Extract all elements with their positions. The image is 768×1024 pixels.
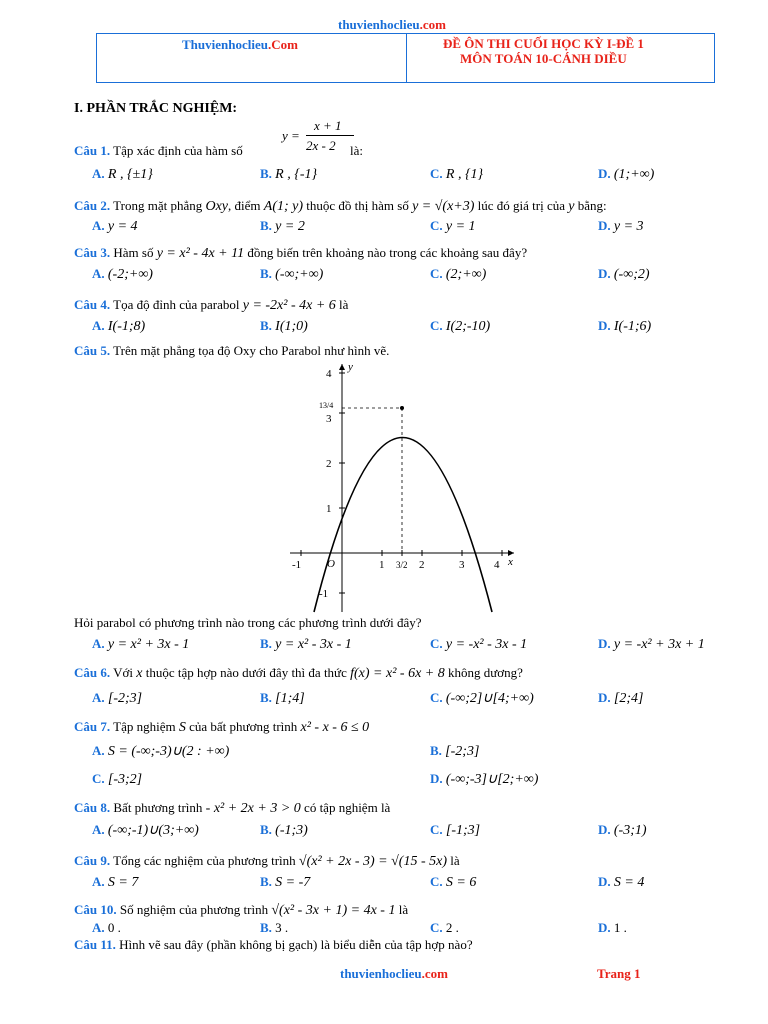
- question-4: Câu 4. Tọa độ đỉnh của parabol y = -2x² - 4x + 6 là: [74, 297, 349, 313]
- q8-option-a[interactable]: A. (-∞;-1)∪(3;+∞): [92, 822, 199, 838]
- q1-option-a[interactable]: A. R , {±1}: [92, 166, 153, 182]
- question-7: Câu 7. Tập nghiệm S của bất phương trình x² - x - 6 ≤ 0: [74, 719, 370, 735]
- q2-option-c[interactable]: C. y = 1: [430, 218, 476, 234]
- q4-option-c[interactable]: C. I(2;-10): [430, 318, 491, 334]
- q2-option-a[interactable]: A. y = 4: [92, 218, 138, 234]
- vertex-point: [400, 406, 404, 410]
- q10-option-a[interactable]: A. 0 .: [92, 920, 121, 935]
- q8-option-c[interactable]: C. [-1;3]: [430, 822, 481, 838]
- y-tick-label: 4: [326, 368, 332, 380]
- q9-option-c[interactable]: C. S = 6: [430, 874, 477, 890]
- q4-option-b[interactable]: B. I(1;0): [260, 318, 308, 334]
- q5-option-b[interactable]: B. y = x² - 3x - 1: [260, 636, 352, 652]
- q2-option-b[interactable]: B. y = 2: [260, 218, 305, 234]
- footer-site-link[interactable]: thuvienhoclieu.com: [340, 966, 448, 981]
- q3-option-a[interactable]: A. (-2;+∞): [92, 266, 153, 282]
- x-tick-label: 3/2: [396, 560, 408, 570]
- q10-option-c[interactable]: C. 2 .: [430, 920, 459, 935]
- q3-option-c[interactable]: C. (2;+∞): [430, 266, 487, 282]
- y-axis-label: y: [348, 361, 353, 373]
- q8-option-d[interactable]: D. (-3;1): [598, 822, 647, 838]
- q6-option-c[interactable]: C. (-∞;2]∪[4;+∞): [430, 690, 534, 706]
- x-axis-label: x: [508, 556, 513, 568]
- q5-option-a[interactable]: A. y = x² + 3x - 1: [92, 636, 190, 652]
- q7-option-a[interactable]: A. S = (-∞;-3)∪(2 : +∞): [92, 743, 230, 759]
- y-tick-label: 2: [326, 458, 332, 470]
- q5-option-d[interactable]: D. y = -x² + 3x + 1: [598, 636, 705, 652]
- x-tick-label: 4: [494, 559, 500, 571]
- parabola-curve: [314, 438, 492, 613]
- question-3: Câu 3. Hàm số y = x² - 4x + 11 đồng biến trên khoảng nào trong các khoảng sau đây?: [74, 245, 528, 261]
- q1-option-b[interactable]: B. R , {-1}: [260, 166, 318, 182]
- top-site-link[interactable]: thuvienhoclieu.com: [338, 17, 446, 32]
- x-tick-label: -1: [292, 559, 302, 571]
- q4-option-d[interactable]: D. I(-1;6): [598, 318, 652, 334]
- q3-option-b[interactable]: B. (-∞;+∞): [260, 266, 324, 282]
- q7-option-b[interactable]: B. [-2;3]: [430, 743, 480, 759]
- q6-option-b[interactable]: B. [1;4]: [260, 690, 305, 706]
- exam-title: ĐỀ ÔN THI CUỐI HỌC KỲ I-ĐỀ 1: [443, 36, 644, 51]
- header-left-site: Thuvienhoclieu.Com: [182, 37, 298, 52]
- question-2: Câu 2. Trong mặt phẳng Oxy, điểm A(1; y) thuộc đồ thị hàm số y = √(x+3) lúc đó giá trị của y bằng:: [74, 198, 607, 214]
- q4-option-a[interactable]: A. I(-1;8): [92, 318, 146, 334]
- x-tick-label: 1: [379, 559, 385, 571]
- q9-option-b[interactable]: B. S = -7: [260, 874, 311, 890]
- q5-option-c[interactable]: C. y = -x² - 3x - 1: [430, 636, 528, 652]
- parabola-graph: [286, 360, 522, 614]
- question-6: Câu 6. Với x thuộc tập hợp nào dưới đây thì đa thức f(x) = x² - 6x + 8 không dương?: [74, 665, 523, 681]
- question-9: Câu 9. Tổng các nghiệm của phương trình √(x² + 2x - 3) = √(15 - 5x) là: [74, 853, 460, 869]
- q9-option-d[interactable]: D. S = 4: [598, 874, 645, 890]
- y-tick-label: 13/4: [319, 401, 334, 410]
- q7-option-c[interactable]: C. [-3;2]: [92, 771, 143, 787]
- section-title: I. PHẦN TRẮC NGHIỆM:: [74, 101, 238, 116]
- exam-subtitle: MÔN TOÁN 10-CÁNH DIỀU: [460, 51, 627, 66]
- x-tick-label: 2: [419, 559, 425, 571]
- q1-option-d[interactable]: D. (1;+∞): [598, 166, 655, 182]
- question-11: Câu 11. Hình vẽ sau đây (phần không bị gạch) là biểu diễn của tập hợp nào?: [74, 937, 473, 952]
- q3-option-d[interactable]: D. (-∞;2): [598, 266, 650, 282]
- y-tick-label: 3: [326, 413, 332, 425]
- x-tick-label: 3: [459, 559, 465, 571]
- question-8: Câu 8. Bất phương trình - x² + 2x + 3 > 0 có tập nghiệm là: [74, 800, 391, 816]
- q6-option-d[interactable]: D. [2;4]: [598, 690, 644, 706]
- q6-option-a[interactable]: A. [-2;3]: [92, 690, 143, 706]
- question-5: Câu 5. Trên mặt phẳng tọa độ Oxy cho Parabol như hình vẽ.: [74, 343, 390, 358]
- header-divider: [406, 34, 407, 82]
- y-tick-label: -1: [319, 588, 329, 600]
- question-10: Câu 10. Số nghiệm của phương trình √(x² - 3x + 1) = 4x - 1 là: [74, 902, 409, 918]
- q8-option-b[interactable]: B. (-1;3): [260, 822, 308, 838]
- q10-option-d[interactable]: D. 1 .: [598, 920, 627, 935]
- q1-option-c[interactable]: C. R , {1}: [430, 166, 484, 182]
- q9-option-a[interactable]: A. S = 7: [92, 874, 139, 890]
- question-5-prompt: Hỏi parabol có phương trình nào trong các phương trình dưới đây?: [74, 615, 422, 630]
- q2-option-d[interactable]: D. y = 3: [598, 218, 644, 234]
- q10-option-b[interactable]: B. 3 .: [260, 920, 289, 935]
- page-number: Trang 1: [597, 966, 641, 981]
- q7-option-d[interactable]: D. (-∞;-3]∪[2;+∞): [430, 771, 539, 787]
- question-1: Câu 1. Tập xác định của hàm số: [74, 143, 243, 158]
- y-tick-label: 1: [326, 503, 332, 515]
- origin-label: O: [327, 558, 335, 570]
